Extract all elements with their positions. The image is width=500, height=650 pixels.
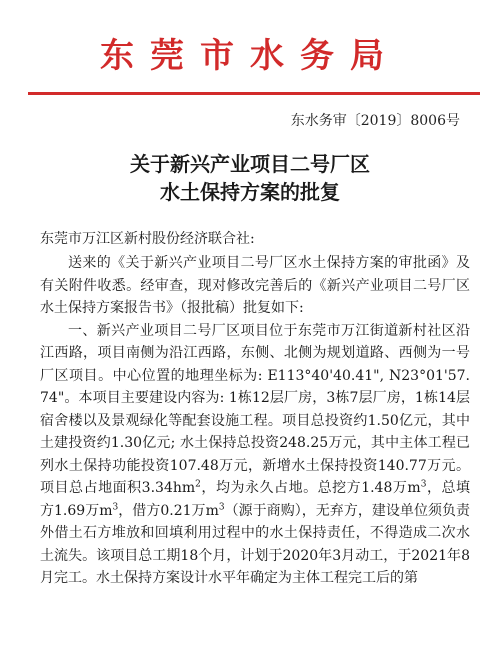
document-title: [0, 150, 500, 206]
paragraph-2-part-e: （源于商购），无弃方，建设单位须负责外借土石方堆放和回填利用过程中的水土保持责任，不得造成二次水土流失。该项目总工期18个月，计划于2020年3月动工，于2021年8月完工。水土保持方案设计水平年确定为主体工程完工后的第: [40, 502, 471, 586]
superscript-area: 2: [195, 479, 201, 490]
paragraph-2-part-b: ，均为永久占地。总挖方1.48万m: [200, 480, 421, 496]
org-title: 东莞市水务局: [100, 36, 400, 76]
paragraph-2: [40, 320, 470, 590]
superscript-volume-3: 3: [218, 501, 225, 512]
superscript-volume-1: 3: [420, 479, 427, 490]
paragraph-2-part-c: ，总填方1.69万m: [40, 480, 471, 519]
superscript-volume-2: 3: [112, 501, 119, 512]
red-divider: [28, 92, 480, 95]
recipient: 东莞市万江区新村股份经济联合社:: [40, 231, 255, 247]
paragraph-1: 送来的《关于新兴产业项目二号厂区水土保持方案的审批函》及有关附件收悉。经审查，现对修改完善后的《新兴产业项目二号厂区水土保持方案报告书》（报批稿）批复如下:: [40, 255, 470, 316]
document-title-line2: 水土保持方案的批复: [160, 180, 340, 204]
paragraph-2-part-a: 一、新兴产业项目二号厂区项目位于东莞市万江街道新村社区沿江西路，项目南侧为沿江西路，东侧、北侧为规划道路、西侧为一号厂区项目。中心位置的地理坐标为: E113°40'40.41", N23°01'57.74"。本项目主要建设内容为: 1栋12层厂房，3栋7层厂房，1栋14层宿舍楼以及景观绿化等配套设施工程。项目总投资约1.50亿元，其中土建投资约1.30亿元; 水土保持总投资248.25万元，其中主体工程已列水土保持功能投资107.48万元，新增水土保持投资140.77万元。项目总占地面积3.34hm: [40, 322, 470, 496]
document-body: [40, 252, 470, 590]
document-title-line1: 关于新兴产业项目二号厂区: [130, 152, 370, 176]
document-number: 东水务审〔2019〕8006号: [290, 113, 460, 129]
paragraph-2-part-d: ，借方0.21万m: [118, 502, 219, 519]
